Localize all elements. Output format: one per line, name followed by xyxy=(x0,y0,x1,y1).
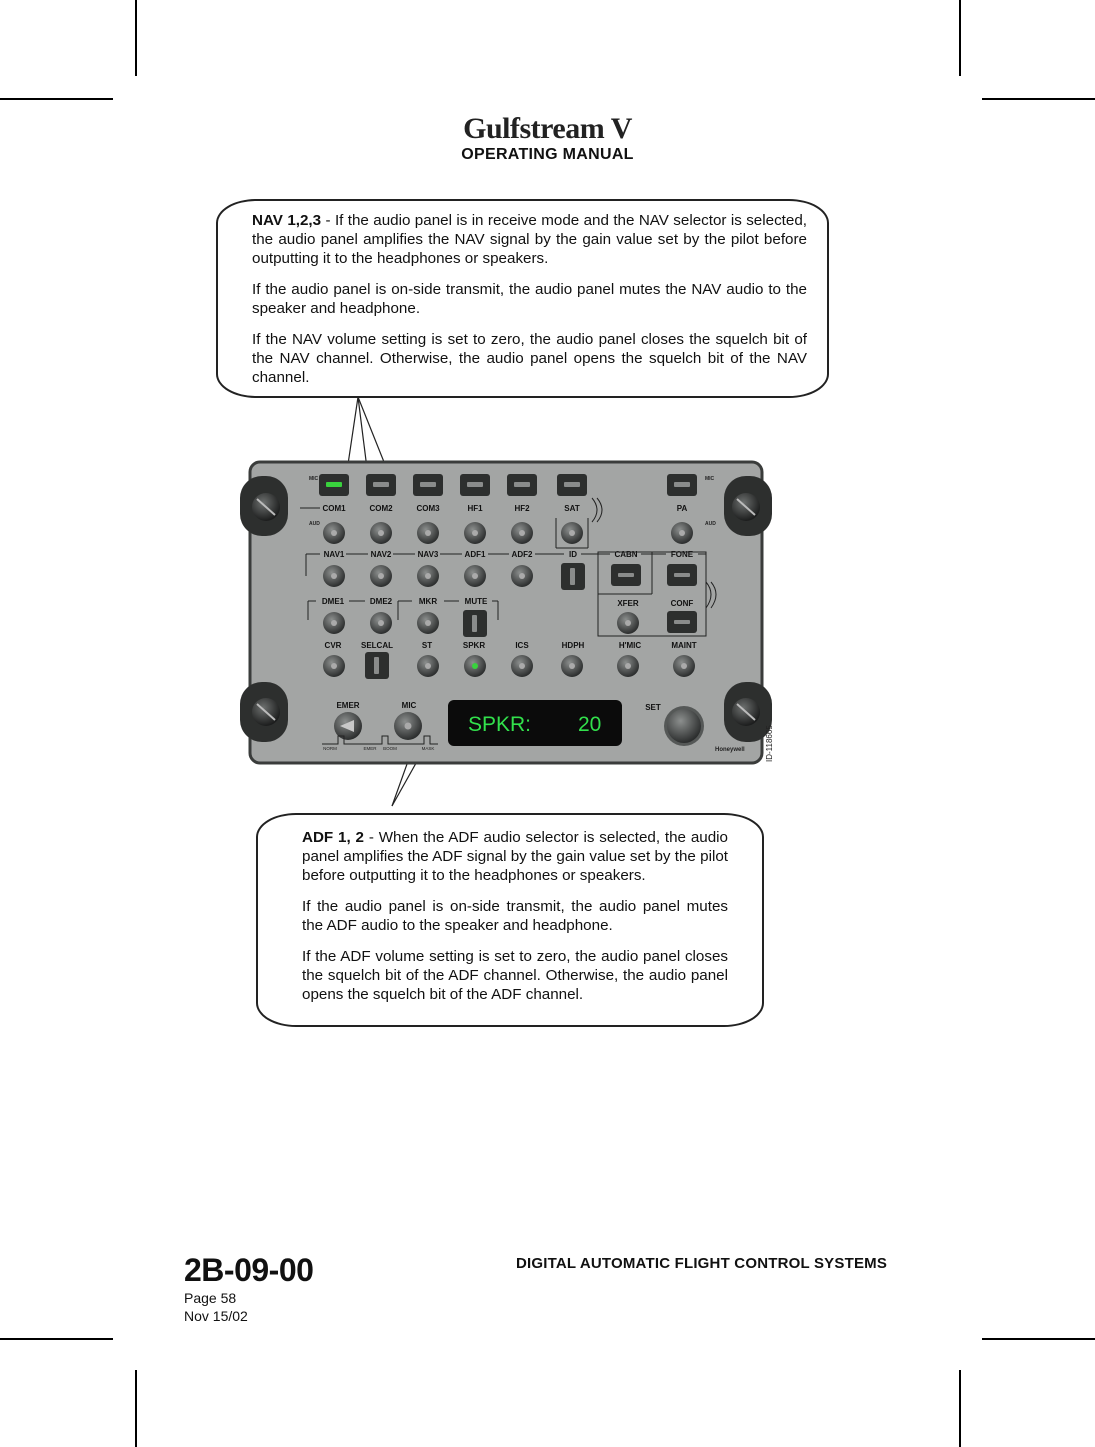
volume-knob-hdph[interactable] xyxy=(561,655,583,677)
volume-knob-nav1[interactable] xyxy=(323,565,345,587)
adf-callout xyxy=(256,813,764,1027)
page-info xyxy=(184,1289,248,1325)
volume-knob-cvr[interactable] xyxy=(323,655,345,677)
crop-mark xyxy=(135,1370,137,1447)
volume-knob-hf1[interactable] xyxy=(464,522,486,544)
label-hmic: H'MIC xyxy=(618,641,642,650)
label-conf: CONF xyxy=(670,599,694,608)
manual-title: OPERATING MANUAL xyxy=(461,146,634,163)
spkr-display xyxy=(448,700,622,746)
page-number: Page 58 xyxy=(184,1290,237,1306)
label-xfer: XFER xyxy=(617,599,639,608)
button-fone[interactable] xyxy=(667,564,697,586)
adf-paragraph-3: If the ADF volume setting is set to zero, the audio panel closes the squelch bit of the ADF channel. Otherwise, the audio panel opens the squelch bit of the ADF channel. xyxy=(302,948,728,1003)
label-hf2: HF2 xyxy=(514,504,530,513)
volume-knob-nav3[interactable] xyxy=(417,565,439,587)
mic-select-button-sat[interactable] xyxy=(557,474,587,496)
volume-knob-com3[interactable] xyxy=(417,522,439,544)
side-aud-label: AUD xyxy=(309,521,320,527)
volume-knob-hf2[interactable] xyxy=(511,522,533,544)
nav-callout xyxy=(216,199,829,398)
crop-mark xyxy=(959,1370,961,1447)
adf-term: ADF 1, 2 xyxy=(302,829,364,846)
mic-select-button-com1[interactable] xyxy=(319,474,349,496)
switch-label-emer: EMER xyxy=(363,746,377,751)
label-dme1: DME1 xyxy=(321,597,345,606)
label-mute: MUTE xyxy=(464,597,488,606)
mic-select-button-pa[interactable] xyxy=(667,474,697,496)
side-mic-label: MIC xyxy=(705,476,715,482)
volume-knob-sat[interactable] xyxy=(561,522,583,544)
label-com3: COM3 xyxy=(416,504,440,513)
volume-knob-maint[interactable] xyxy=(673,655,695,677)
volume-knob-adf2[interactable] xyxy=(511,565,533,587)
document-code: 2B-09-00 xyxy=(184,1252,314,1288)
label-com1: COM1 xyxy=(322,504,346,513)
mic-select-button-com3[interactable] xyxy=(413,474,443,496)
label-mkr: MKR xyxy=(418,597,438,606)
toggle-mute[interactable] xyxy=(463,610,487,637)
switch-label-norm: NORM xyxy=(323,746,337,751)
volume-knob-dme1[interactable] xyxy=(323,612,345,634)
label-nav3: NAV3 xyxy=(417,550,439,559)
adf-paragraph-1: ADF 1, 2 - When the ADF audio selector is selected, the audio panel amplifies the ADF signal by the gain value set by the pilot before outputting it to the headphones or speakers. xyxy=(302,829,728,884)
label-maint: MAINT xyxy=(671,641,697,650)
label-mic: MIC xyxy=(401,701,417,710)
switch-label-boom: BOOM xyxy=(383,746,397,751)
label-ics: ICS xyxy=(515,641,529,650)
toggle-id[interactable] xyxy=(561,563,585,590)
label-fone: FONE xyxy=(670,550,694,559)
maker-logo: Honeywell xyxy=(715,747,745,753)
mic-select-button-com2[interactable] xyxy=(366,474,396,496)
crop-mark xyxy=(135,0,137,76)
crop-mark xyxy=(959,0,961,76)
label-nav1: NAV1 xyxy=(323,550,345,559)
label-emer: EMER xyxy=(336,701,360,710)
label-adf2: ADF2 xyxy=(511,550,533,559)
revision-date: Nov 15/02 xyxy=(184,1308,248,1324)
mounting-ear xyxy=(240,476,288,536)
crop-mark xyxy=(0,98,113,100)
label-adf1: ADF1 xyxy=(464,550,486,559)
mic-knob[interactable] xyxy=(394,712,422,740)
volume-knob-com1[interactable] xyxy=(323,522,345,544)
label-cvr: CVR xyxy=(324,641,342,650)
label-set: SET xyxy=(645,703,661,712)
crop-mark xyxy=(982,1338,1095,1340)
volume-knob-xfer[interactable] xyxy=(617,612,639,634)
switch-label-mask: MASK xyxy=(421,746,435,751)
display-value: 20 xyxy=(578,713,602,736)
label-cabn: CABN xyxy=(614,550,638,559)
nav-paragraph-1: NAV 1,2,3 - If the audio panel is in receive mode and the NAV selector is selected, the audio panel amplifies the NAV signal by the gain value set by the pilot before outputting it to the headphones or speakers. xyxy=(252,212,807,267)
label-hdph: HDPH xyxy=(561,641,585,650)
audio-control-panel xyxy=(248,460,774,765)
button-cabn[interactable] xyxy=(611,564,641,586)
crop-mark xyxy=(0,1338,113,1340)
label-com2: COM2 xyxy=(369,504,393,513)
label-hf1: HF1 xyxy=(467,504,483,513)
nav-paragraph-2: If the audio panel is on-side transmit, the audio panel mutes the NAV audio to the speaker and headphone. xyxy=(252,281,807,317)
mounting-ear xyxy=(240,682,288,742)
volume-knob-ics[interactable] xyxy=(511,655,533,677)
side-mic-label: MIC xyxy=(309,476,319,482)
label-id: ID xyxy=(569,550,577,559)
volume-knob-spkr[interactable] xyxy=(464,655,486,677)
mounting-ear xyxy=(724,476,772,536)
adf-paragraph-2: If the audio panel is on-side transmit, the audio panel mutes the ADF audio to the speaker and headphone. xyxy=(302,898,728,934)
nav-term: NAV 1,2,3 xyxy=(252,212,322,229)
button-conf[interactable] xyxy=(667,611,697,633)
label-pa: PA xyxy=(676,504,688,513)
crop-mark xyxy=(982,98,1095,100)
label-dme2: DME2 xyxy=(369,597,393,606)
side-aud-label: AUD xyxy=(705,521,716,527)
nav-paragraph-3: If the NAV volume setting is set to zero, the audio panel closes the squelch bit of the NAV channel. Otherwise, the audio panel opens the squelch bit of the NAV channel. xyxy=(252,331,807,386)
figure-id: ID-118665 xyxy=(765,725,774,762)
label-spkr: SPKR xyxy=(462,641,486,650)
chapter-title: DIGITAL AUTOMATIC FLIGHT CONTROL SYSTEMS xyxy=(516,1255,888,1272)
label-selcal: SELCAL xyxy=(361,641,393,650)
volume-knob-hmic[interactable] xyxy=(617,655,639,677)
toggle-selcal[interactable] xyxy=(365,652,389,679)
volume-knob-st[interactable] xyxy=(417,655,439,677)
label-sat: SAT xyxy=(564,504,580,513)
label-st: ST xyxy=(421,641,433,650)
mic-select-button-hf1[interactable] xyxy=(460,474,490,496)
volume-knob-com2[interactable] xyxy=(370,522,392,544)
mic-select-button-hf2[interactable] xyxy=(507,474,537,496)
volume-knob-mkr[interactable] xyxy=(417,612,439,634)
brand-logo: Gulfstream V xyxy=(463,112,632,145)
label-nav2: NAV2 xyxy=(370,550,392,559)
volume-knob-nav2[interactable] xyxy=(370,565,392,587)
set-knob[interactable] xyxy=(664,706,704,746)
volume-knob-adf1[interactable] xyxy=(464,565,486,587)
volume-knob-dme2[interactable] xyxy=(370,612,392,634)
volume-knob-pa[interactable] xyxy=(671,522,693,544)
display-label: SPKR: xyxy=(468,713,532,736)
